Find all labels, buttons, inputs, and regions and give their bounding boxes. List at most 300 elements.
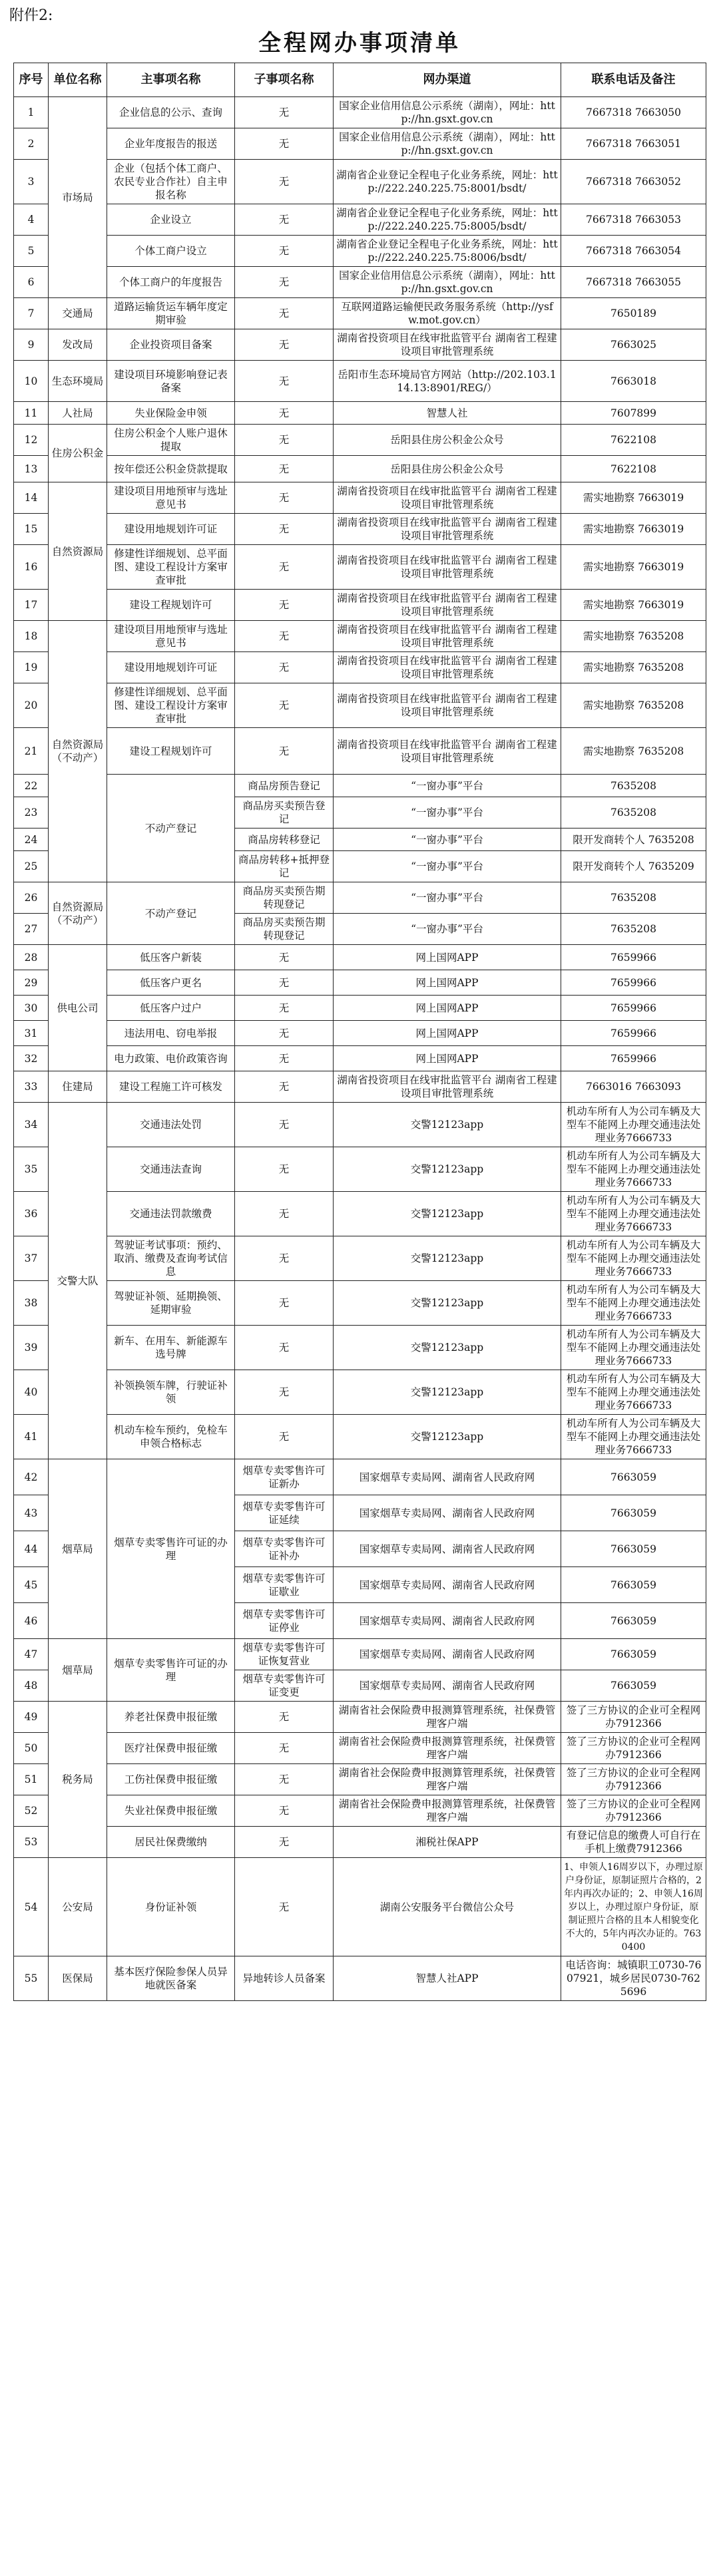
contact-cell: 7663016 7663093 bbox=[561, 1071, 706, 1103]
contact-cell: 7663025 bbox=[561, 329, 706, 361]
channel-cell: 国家企业信用信息公示系统（湖南），网址：http://hn.gsxt.gov.cn bbox=[334, 97, 561, 128]
sub-item-cell: 无 bbox=[235, 514, 334, 545]
main-item-cell: 按年偿还公积金贷款提取 bbox=[107, 456, 235, 482]
sub-item-cell: 无 bbox=[235, 1021, 334, 1046]
main-item-cell: 建设项目用地预审与选址意见书 bbox=[107, 621, 235, 652]
row-number: 27 bbox=[14, 914, 49, 945]
row-number: 21 bbox=[14, 728, 49, 775]
table-row bbox=[14, 683, 706, 728]
channel-cell: 网上国网APP bbox=[334, 996, 561, 1021]
contact-cell: 需实地勘察 7635208 bbox=[561, 652, 706, 683]
contact-cell: 机动车所有人为公司车辆及大型车不能网上办理交通违法处理业务7666733 bbox=[561, 1236, 706, 1281]
channel-cell: 交警12123app bbox=[334, 1415, 561, 1459]
channel-cell: 湖南省社会保险费申报测算管理系统，社保费管理客户端 bbox=[334, 1702, 561, 1733]
channel-cell: 智慧人社APP bbox=[334, 1956, 561, 2001]
header-item: 主事项名称 bbox=[107, 63, 235, 97]
row-number: 17 bbox=[14, 590, 49, 621]
row-number: 30 bbox=[14, 996, 49, 1021]
sub-item-cell: 无 bbox=[235, 545, 334, 590]
row-number: 44 bbox=[14, 1531, 49, 1567]
department-cell: 医保局 bbox=[49, 1956, 107, 2001]
sub-item-cell: 无 bbox=[235, 1764, 334, 1795]
row-number: 47 bbox=[14, 1639, 49, 1670]
contact-cell: 限开发商转个人 7635208 bbox=[561, 828, 706, 851]
row-number: 52 bbox=[14, 1795, 49, 1827]
sub-item-cell: 商品房转移+抵押登记 bbox=[235, 851, 334, 882]
department-cell: 住建局 bbox=[49, 1071, 107, 1103]
contact-cell: 有登记信息的缴费人可自行在手机上缴费7912366 bbox=[561, 1827, 706, 1858]
table-row bbox=[14, 1046, 706, 1071]
channel-cell: 岳阳县住房公积金公众号 bbox=[334, 456, 561, 482]
contact-cell: 7607899 bbox=[561, 402, 706, 425]
main-item-cell: 低压客户新装 bbox=[107, 945, 235, 970]
row-number: 25 bbox=[14, 851, 49, 882]
sub-item-cell: 无 bbox=[235, 728, 334, 775]
department-cell: 交警大队 bbox=[49, 1103, 107, 1459]
row-number: 13 bbox=[14, 456, 49, 482]
table-row bbox=[14, 1236, 706, 1281]
table-row bbox=[14, 267, 706, 298]
department-cell: 发改局 bbox=[49, 329, 107, 361]
contact-cell: 7659966 bbox=[561, 996, 706, 1021]
channel-cell: 湖南省投资项目在线审批监管平台 湖南省工程建设项目审批管理系统 bbox=[334, 728, 561, 775]
channel-cell: 交警12123app bbox=[334, 1103, 561, 1147]
sub-item-cell: 无 bbox=[235, 1192, 334, 1236]
row-number: 10 bbox=[14, 361, 49, 402]
sub-item-cell: 无 bbox=[235, 652, 334, 683]
sub-item-cell: 商品房买卖预告期转现登记 bbox=[235, 914, 334, 945]
sub-item-cell: 无 bbox=[235, 329, 334, 361]
main-item-cell: 企业信息的公示、查询 bbox=[107, 97, 235, 128]
sub-item-cell: 无 bbox=[235, 1827, 334, 1858]
sub-item-cell: 无 bbox=[235, 204, 334, 236]
main-item-cell: 修建性详细规划、总平面图、建设工程设计方案审查审批 bbox=[107, 683, 235, 728]
contact-cell: 7663059 bbox=[561, 1495, 706, 1531]
sub-item-cell: 无 bbox=[235, 1046, 334, 1071]
row-number: 55 bbox=[14, 1956, 49, 2001]
channel-cell: 湖南省投资项目在线审批监管平台 湖南省工程建设项目审批管理系统 bbox=[334, 652, 561, 683]
row-number: 46 bbox=[14, 1603, 49, 1639]
table-row bbox=[14, 402, 706, 425]
contact-cell: 签了三方协议的企业可全程网办7912366 bbox=[561, 1702, 706, 1733]
row-number: 4 bbox=[14, 204, 49, 236]
table-row bbox=[14, 652, 706, 683]
channel-cell: 湖南省社会保险费申报测算管理系统，社保费管理客户端 bbox=[334, 1733, 561, 1764]
row-number: 14 bbox=[14, 482, 49, 514]
department-cell: 供电公司 bbox=[49, 945, 107, 1071]
main-item-cell: 企业年度报告的报送 bbox=[107, 128, 235, 160]
sub-item-cell: 无 bbox=[235, 482, 334, 514]
channel-cell: 湖南省企业登记全程电子化业务系统，网址：http://222.240.225.75:8001/bsdt/ bbox=[334, 160, 561, 204]
contact-cell: 签了三方协议的企业可全程网办7912366 bbox=[561, 1733, 706, 1764]
sub-item-cell: 烟草专卖零售许可证变更 bbox=[235, 1670, 334, 1702]
table-row bbox=[14, 1733, 706, 1764]
sub-item-cell: 无 bbox=[235, 361, 334, 402]
sub-item-cell: 商品房买卖预告登记 bbox=[235, 797, 334, 828]
contact-cell: 需实地勘察 7635208 bbox=[561, 683, 706, 728]
row-number: 40 bbox=[14, 1370, 49, 1415]
table-row bbox=[14, 1281, 706, 1326]
table-row bbox=[14, 329, 706, 361]
row-number: 20 bbox=[14, 683, 49, 728]
main-item-cell: 电力政策、电价政策咨询 bbox=[107, 1046, 235, 1071]
contact-cell: 7659966 bbox=[561, 970, 706, 996]
main-item-cell: 建设工程规划许可 bbox=[107, 728, 235, 775]
row-number: 28 bbox=[14, 945, 49, 970]
contact-cell: 7663018 bbox=[561, 361, 706, 402]
main-item-cell: 建设工程施工许可核发 bbox=[107, 1071, 235, 1103]
row-number: 23 bbox=[14, 797, 49, 828]
sub-item-cell: 无 bbox=[235, 1370, 334, 1415]
row-number: 48 bbox=[14, 1670, 49, 1702]
channel-cell: 国家企业信用信息公示系统（湖南），网址：http://hn.gsxt.gov.cn bbox=[334, 128, 561, 160]
table-row bbox=[14, 1795, 706, 1827]
contact-cell: 7667318 7663051 bbox=[561, 128, 706, 160]
main-item-cell: 养老社保费申报征缴 bbox=[107, 1702, 235, 1733]
attachment-label: 附件2: bbox=[9, 7, 53, 24]
contact-cell: 1、申领人16周岁以下，办理过原户身份证，原制证照片合格的，2年内再次办证的；2、申领人16周岁以上，办理过原户身份证，原制证照片合格的且本人相貌变化不大的，5年内再次办证的。7630400 bbox=[561, 1858, 706, 1956]
channel-cell: 湖南省投资项目在线审批监管平台 湖南省工程建设项目审批管理系统 bbox=[334, 329, 561, 361]
department-cell: 烟草局 bbox=[49, 1639, 107, 1702]
row-number: 33 bbox=[14, 1071, 49, 1103]
row-number: 43 bbox=[14, 1495, 49, 1531]
main-item-cell: 低压客户过户 bbox=[107, 996, 235, 1021]
sub-item-cell: 无 bbox=[235, 1147, 334, 1192]
sub-item-cell: 无 bbox=[235, 1071, 334, 1103]
sub-item-cell: 无 bbox=[235, 621, 334, 652]
table-row bbox=[14, 1192, 706, 1236]
main-item-cell: 工伤社保费申报征缴 bbox=[107, 1764, 235, 1795]
channel-cell: 网上国网APP bbox=[334, 1046, 561, 1071]
department-cell: 市场局 bbox=[49, 97, 107, 298]
contact-cell: 7667318 7663052 bbox=[561, 160, 706, 204]
channel-cell: 岳阳市生态环境局官方网站（http://202.103.114.13:8901/REG/） bbox=[334, 361, 561, 402]
header-dept: 单位名称 bbox=[49, 63, 107, 97]
main-item-cell: 个体工商户设立 bbox=[107, 236, 235, 267]
row-number: 2 bbox=[14, 128, 49, 160]
contact-cell: 7622108 bbox=[561, 425, 706, 456]
main-item-cell: 修建性详细规划、总平面图、建设工程设计方案审查审批 bbox=[107, 545, 235, 590]
row-number: 15 bbox=[14, 514, 49, 545]
main-item-cell: 驾驶证考试事项：预约、取消、缴费及查询考试信息 bbox=[107, 1236, 235, 1281]
sub-item-cell: 无 bbox=[235, 402, 334, 425]
channel-cell: 湖南省投资项目在线审批监管平台 湖南省工程建设项目审批管理系统 bbox=[334, 514, 561, 545]
sub-item-cell: 商品房预告登记 bbox=[235, 775, 334, 797]
table-row bbox=[14, 1103, 706, 1147]
contact-cell: 需实地勘察 7663019 bbox=[561, 545, 706, 590]
department-cell: 人社局 bbox=[49, 402, 107, 425]
channel-cell: 交警12123app bbox=[334, 1281, 561, 1326]
table-row bbox=[14, 1639, 706, 1670]
channel-cell: 交警12123app bbox=[334, 1326, 561, 1370]
contact-cell: 7667318 7663055 bbox=[561, 267, 706, 298]
contact-cell: 机动车所有人为公司车辆及大型车不能网上办理交通违法处理业务7666733 bbox=[561, 1281, 706, 1326]
sub-item-cell: 无 bbox=[235, 683, 334, 728]
main-item-cell: 交通违法查询 bbox=[107, 1147, 235, 1192]
sub-item-cell: 商品房转移登记 bbox=[235, 828, 334, 851]
sub-item-cell: 无 bbox=[235, 1415, 334, 1459]
table-row bbox=[14, 590, 706, 621]
row-number: 51 bbox=[14, 1764, 49, 1795]
table-row bbox=[14, 456, 706, 482]
header-sub: 子事项名称 bbox=[235, 63, 334, 97]
channel-cell: “一窗办事”平台 bbox=[334, 914, 561, 945]
table-row bbox=[14, 160, 706, 204]
sub-item-cell: 无 bbox=[235, 128, 334, 160]
row-number: 5 bbox=[14, 236, 49, 267]
channel-cell: 国家烟草专卖局网、湖南省人民政府网 bbox=[334, 1670, 561, 1702]
main-item-cell: 低压客户更名 bbox=[107, 970, 235, 996]
contact-cell: 需实地勘察 7663019 bbox=[561, 482, 706, 514]
sub-item-cell: 烟草专卖零售许可证补办 bbox=[235, 1531, 334, 1567]
row-number: 35 bbox=[14, 1147, 49, 1192]
contact-cell: 机动车所有人为公司车辆及大型车不能网上办理交通违法处理业务7666733 bbox=[561, 1370, 706, 1415]
table-row bbox=[14, 728, 706, 775]
table-row bbox=[14, 970, 706, 996]
table-row bbox=[14, 545, 706, 590]
row-number: 34 bbox=[14, 1103, 49, 1147]
main-item-cell: 医疗社保费申报征缴 bbox=[107, 1733, 235, 1764]
channel-cell: “一窗办事”平台 bbox=[334, 797, 561, 828]
contact-cell: 7635208 bbox=[561, 797, 706, 828]
contact-cell: 限开发商转个人 7635209 bbox=[561, 851, 706, 882]
sub-item-cell: 无 bbox=[235, 945, 334, 970]
table-row bbox=[14, 1858, 706, 1956]
channel-cell: 国家烟草专卖局网、湖南省人民政府网 bbox=[334, 1531, 561, 1567]
channel-cell: 交警12123app bbox=[334, 1192, 561, 1236]
sub-item-cell: 烟草专卖零售许可证延续 bbox=[235, 1495, 334, 1531]
table-row bbox=[14, 1071, 706, 1103]
table-row bbox=[14, 1021, 706, 1046]
contact-cell: 7663059 bbox=[561, 1567, 706, 1603]
sub-item-cell: 无 bbox=[235, 1795, 334, 1827]
main-item-cell: 失业社保费申报征缴 bbox=[107, 1795, 235, 1827]
contact-cell: 7663059 bbox=[561, 1603, 706, 1639]
channel-cell: 湖南省投资项目在线审批监管平台 湖南省工程建设项目审批管理系统 bbox=[334, 1071, 561, 1103]
table-row bbox=[14, 1956, 706, 2001]
row-number: 36 bbox=[14, 1192, 49, 1236]
contact-cell: 机动车所有人为公司车辆及大型车不能网上办理交通违法处理业务7666733 bbox=[561, 1147, 706, 1192]
table-row bbox=[14, 97, 706, 128]
channel-cell: 国家烟草专卖局网、湖南省人民政府网 bbox=[334, 1639, 561, 1670]
channel-cell: 湖南省投资项目在线审批监管平台 湖南省工程建设项目审批管理系统 bbox=[334, 621, 561, 652]
channel-cell: 网上国网APP bbox=[334, 945, 561, 970]
contact-cell: 7663059 bbox=[561, 1531, 706, 1567]
row-number: 3 bbox=[14, 160, 49, 204]
contact-cell: 需实地勘察 7635208 bbox=[561, 728, 706, 775]
main-item-cell: 建设项目环境影响登记表备案 bbox=[107, 361, 235, 402]
row-number: 22 bbox=[14, 775, 49, 797]
sub-item-cell: 无 bbox=[235, 1858, 334, 1956]
contact-cell: 7659966 bbox=[561, 1021, 706, 1046]
department-cell: 自然资源局（不动产） bbox=[49, 621, 107, 882]
department-cell: 交通局 bbox=[49, 298, 107, 329]
table-row bbox=[14, 1370, 706, 1415]
channel-cell: 湘税社保APP bbox=[334, 1827, 561, 1858]
main-item-cell: 基本医疗保险参保人员异地就医备案 bbox=[107, 1956, 235, 2001]
contact-cell: 7663059 bbox=[561, 1459, 706, 1495]
sub-item-cell: 无 bbox=[235, 298, 334, 329]
channel-cell: 网上国网APP bbox=[334, 970, 561, 996]
row-number: 41 bbox=[14, 1415, 49, 1459]
contact-cell: 需实地勘察 7635208 bbox=[561, 621, 706, 652]
sub-item-cell: 无 bbox=[235, 970, 334, 996]
sub-item-cell: 无 bbox=[235, 236, 334, 267]
table-row bbox=[14, 236, 706, 267]
channel-cell: 国家烟草专卖局网、湖南省人民政府网 bbox=[334, 1603, 561, 1639]
main-item-cell: 烟草专卖零售许可证的办理 bbox=[107, 1639, 235, 1702]
table-row bbox=[14, 1764, 706, 1795]
row-number: 45 bbox=[14, 1567, 49, 1603]
sub-item-cell: 无 bbox=[235, 160, 334, 204]
channel-cell: 湖南省社会保险费申报测算管理系统，社保费管理客户端 bbox=[334, 1764, 561, 1795]
channel-cell: 岳阳县住房公积金公众号 bbox=[334, 425, 561, 456]
department-cell: 公安局 bbox=[49, 1858, 107, 1956]
table-header-row bbox=[14, 63, 706, 97]
table-row bbox=[14, 514, 706, 545]
header-channel: 网办渠道 bbox=[334, 63, 561, 97]
row-number: 32 bbox=[14, 1046, 49, 1071]
main-item-cell: 企业投资项目备案 bbox=[107, 329, 235, 361]
row-number: 11 bbox=[14, 402, 49, 425]
contact-cell: 7659966 bbox=[561, 1046, 706, 1071]
contact-cell: 7635208 bbox=[561, 914, 706, 945]
channel-cell: 湖南省投资项目在线审批监管平台 湖南省工程建设项目审批管理系统 bbox=[334, 683, 561, 728]
contact-cell: 机动车所有人为公司车辆及大型车不能网上办理交通违法处理业务7666733 bbox=[561, 1415, 706, 1459]
channel-cell: “一窗办事”平台 bbox=[334, 775, 561, 797]
row-number: 18 bbox=[14, 621, 49, 652]
page-title: 全程网办事项清单 bbox=[258, 30, 461, 57]
sub-item-cell: 无 bbox=[235, 1103, 334, 1147]
table-row bbox=[14, 128, 706, 160]
row-number: 49 bbox=[14, 1702, 49, 1733]
contact-cell: 7635208 bbox=[561, 775, 706, 797]
channel-cell: 湖南省投资项目在线审批监管平台 湖南省工程建设项目审批管理系统 bbox=[334, 482, 561, 514]
channel-cell: 交警12123app bbox=[334, 1147, 561, 1192]
row-number: 7 bbox=[14, 298, 49, 329]
table-row bbox=[14, 482, 706, 514]
main-item-cell: 烟草专卖零售许可证的办理 bbox=[107, 1459, 235, 1639]
contact-cell: 7622108 bbox=[561, 456, 706, 482]
channel-cell: “一窗办事”平台 bbox=[334, 828, 561, 851]
table-row bbox=[14, 996, 706, 1021]
channel-cell: 交警12123app bbox=[334, 1236, 561, 1281]
sub-item-cell: 无 bbox=[235, 1326, 334, 1370]
row-number: 1 bbox=[14, 97, 49, 128]
channel-cell: 湖南省社会保险费申报测算管理系统，社保费管理客户端 bbox=[334, 1795, 561, 1827]
table-row bbox=[14, 1702, 706, 1733]
main-item-cell: 建设项目用地预审与选址意见书 bbox=[107, 482, 235, 514]
channel-cell: “一窗办事”平台 bbox=[334, 851, 561, 882]
sub-item-cell: 无 bbox=[235, 996, 334, 1021]
contact-cell: 签了三方协议的企业可全程网办7912366 bbox=[561, 1795, 706, 1827]
table-row bbox=[14, 204, 706, 236]
table-row bbox=[14, 1326, 706, 1370]
row-number: 39 bbox=[14, 1326, 49, 1370]
sub-item-cell: 商品房买卖预告期转现登记 bbox=[235, 882, 334, 914]
row-number: 12 bbox=[14, 425, 49, 456]
sub-item-cell: 烟草专卖零售许可证停业 bbox=[235, 1603, 334, 1639]
channel-cell: 国家烟草专卖局网、湖南省人民政府网 bbox=[334, 1459, 561, 1495]
main-item-cell: 建设用地规划许可证 bbox=[107, 652, 235, 683]
table-row bbox=[14, 945, 706, 970]
department-cell: 自然资源局 bbox=[49, 482, 107, 621]
contact-cell: 机动车所有人为公司车辆及大型车不能网上办理交通违法处理业务7666733 bbox=[561, 1103, 706, 1147]
channel-cell: 交警12123app bbox=[334, 1370, 561, 1415]
contact-cell: 7635208 bbox=[561, 882, 706, 914]
main-item-cell: 不动产登记 bbox=[107, 775, 235, 882]
row-number: 19 bbox=[14, 652, 49, 683]
contact-cell: 7667318 7663050 bbox=[561, 97, 706, 128]
department-cell: 税务局 bbox=[49, 1702, 107, 1858]
row-number: 53 bbox=[14, 1827, 49, 1858]
main-item-cell: 交通违法处罚 bbox=[107, 1103, 235, 1147]
main-item-cell: 个体工商户的年度报告 bbox=[107, 267, 235, 298]
main-item-cell: 不动产登记 bbox=[107, 882, 235, 945]
channel-cell: 互联网道路运输便民政务服务系统（http://ysfw.mot.gov.cn） bbox=[334, 298, 561, 329]
contact-cell: 机动车所有人为公司车辆及大型车不能网上办理交通违法处理业务7666733 bbox=[561, 1192, 706, 1236]
main-item-cell: 住房公积金个人账户退休提取 bbox=[107, 425, 235, 456]
sub-item-cell: 无 bbox=[235, 1281, 334, 1326]
channel-cell: 湖南公安服务平台微信公众号 bbox=[334, 1858, 561, 1956]
channel-cell: 智慧人社 bbox=[334, 402, 561, 425]
row-number: 9 bbox=[14, 329, 49, 361]
items-table bbox=[13, 63, 706, 2001]
main-item-cell: 交通违法罚款缴费 bbox=[107, 1192, 235, 1236]
main-item-cell: 道路运输货运车辆年度定期审验 bbox=[107, 298, 235, 329]
table-row bbox=[14, 361, 706, 402]
row-number: 6 bbox=[14, 267, 49, 298]
sub-item-cell: 无 bbox=[235, 590, 334, 621]
main-item-cell: 身份证补领 bbox=[107, 1858, 235, 1956]
table-row bbox=[14, 621, 706, 652]
channel-cell: 国家企业信用信息公示系统（湖南），网址：http://hn.gsxt.gov.cn bbox=[334, 267, 561, 298]
channel-cell: 湖南省企业登记全程电子化业务系统，网址：http://222.240.225.75:8006/bsdt/ bbox=[334, 236, 561, 267]
sub-item-cell: 烟草专卖零售许可证新办 bbox=[235, 1459, 334, 1495]
contact-cell: 电话咨询：城镇职工0730-7607921，城乡居民0730-7625696 bbox=[561, 1956, 706, 2001]
contact-cell: 机动车所有人为公司车辆及大型车不能网上办理交通违法处理业务7666733 bbox=[561, 1326, 706, 1370]
channel-cell: 国家烟草专卖局网、湖南省人民政府网 bbox=[334, 1567, 561, 1603]
header-no: 序号 bbox=[14, 63, 49, 97]
contact-cell: 7667318 7663054 bbox=[561, 236, 706, 267]
department-cell: 住房公积金 bbox=[49, 425, 107, 482]
row-number: 38 bbox=[14, 1281, 49, 1326]
row-number: 42 bbox=[14, 1459, 49, 1495]
sub-item-cell: 无 bbox=[235, 425, 334, 456]
table-row bbox=[14, 775, 706, 797]
channel-cell: 湖南省投资项目在线审批监管平台 湖南省工程建设项目审批管理系统 bbox=[334, 590, 561, 621]
department-cell: 自然资源局（不动产） bbox=[49, 882, 107, 945]
header-contact: 联系电话及备注 bbox=[561, 63, 706, 97]
main-item-cell: 建设工程规划许可 bbox=[107, 590, 235, 621]
main-item-cell: 驾驶证补领、延期换领、延期审验 bbox=[107, 1281, 235, 1326]
sub-item-cell: 无 bbox=[235, 1733, 334, 1764]
main-item-cell: 机动车检车预约，免检车申领合格标志 bbox=[107, 1415, 235, 1459]
sub-item-cell: 无 bbox=[235, 97, 334, 128]
main-item-cell: 企业设立 bbox=[107, 204, 235, 236]
channel-cell: 国家烟草专卖局网、湖南省人民政府网 bbox=[334, 1495, 561, 1531]
sub-item-cell: 烟草专卖零售许可证恢复营业 bbox=[235, 1639, 334, 1670]
row-number: 16 bbox=[14, 545, 49, 590]
sub-item-cell: 异地转诊人员备案 bbox=[235, 1956, 334, 2001]
row-number: 37 bbox=[14, 1236, 49, 1281]
sub-item-cell: 烟草专卖零售许可证歇业 bbox=[235, 1567, 334, 1603]
channel-cell: 湖南省投资项目在线审批监管平台 湖南省工程建设项目审批管理系统 bbox=[334, 545, 561, 590]
table-row bbox=[14, 1415, 706, 1459]
channel-cell: 湖南省企业登记全程电子化业务系统，网址：http://222.240.225.75:8005/bsdt/ bbox=[334, 204, 561, 236]
main-item-cell: 建设用地规划许可证 bbox=[107, 514, 235, 545]
sub-item-cell: 无 bbox=[235, 1702, 334, 1733]
